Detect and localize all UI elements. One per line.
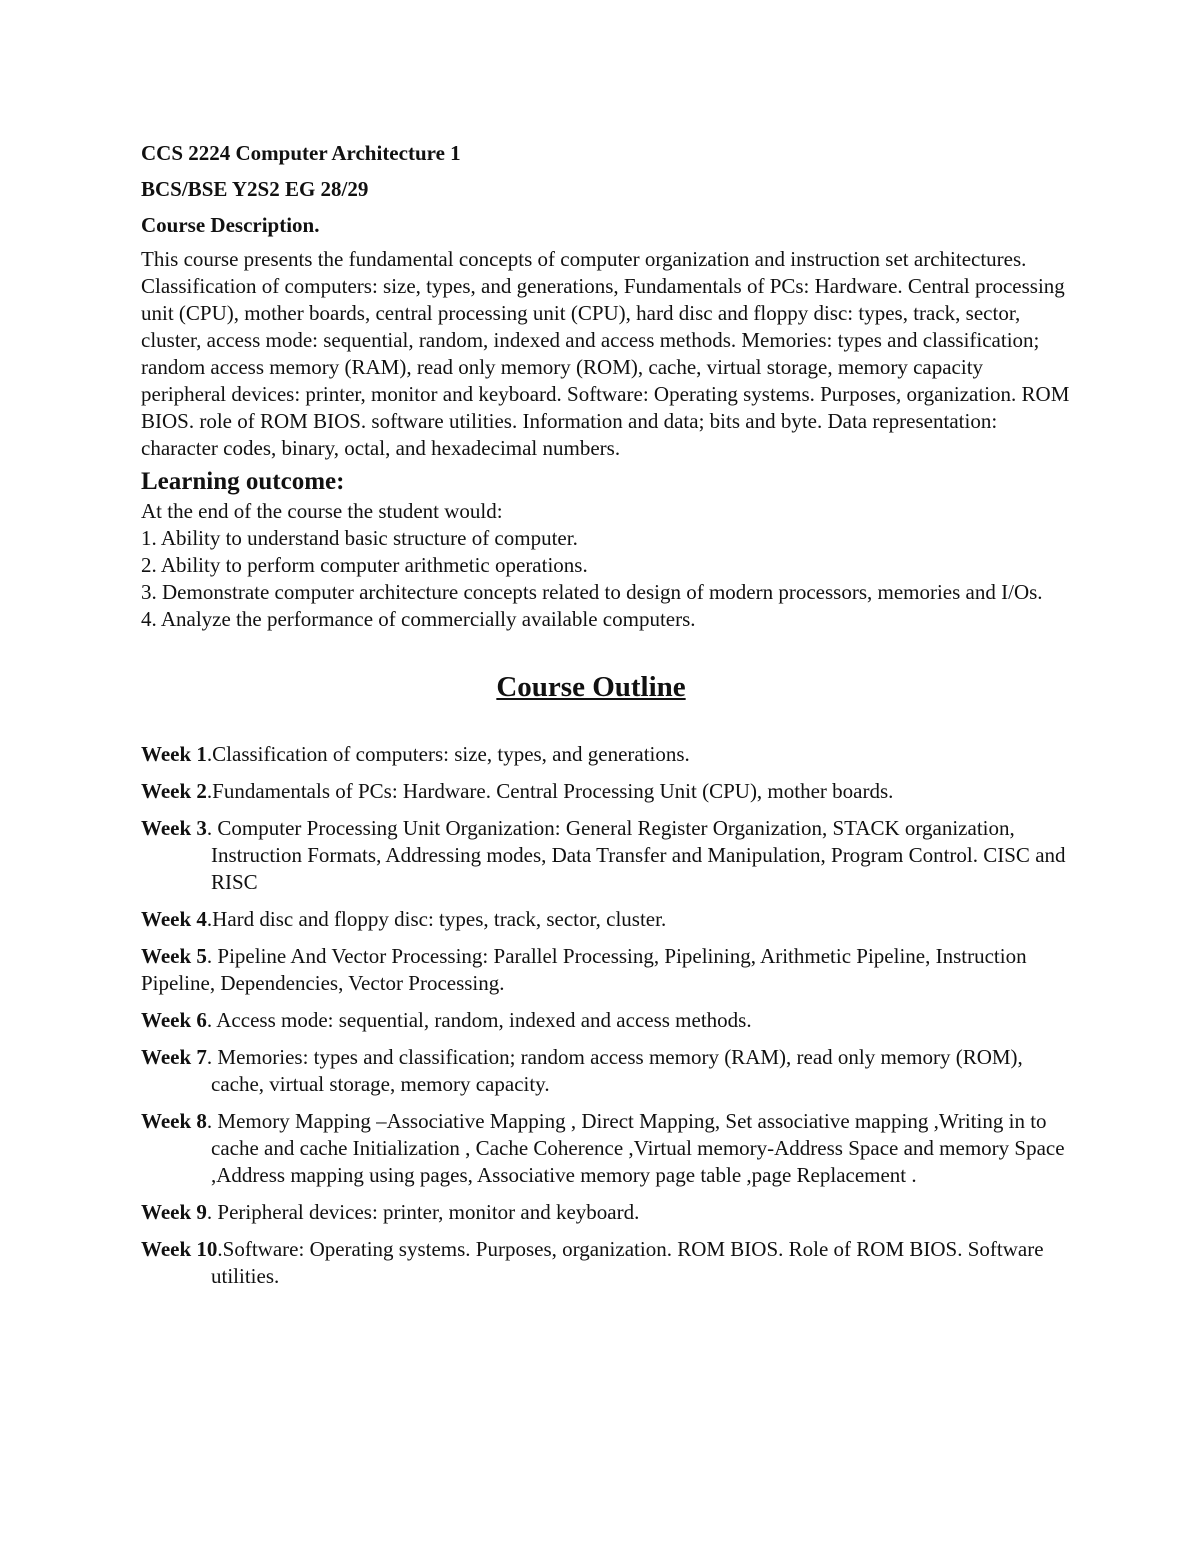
week-label: Week 9 <box>141 1200 207 1224</box>
learning-outcome-item: 4. Analyze the performance of commercially available computers. <box>141 607 696 631</box>
document-page <box>141 140 1071 1300</box>
week-item <box>141 1007 1071 1034</box>
course-title: CCS 2224 Computer Architecture 1 <box>141 141 461 165</box>
week-item <box>141 1044 1071 1098</box>
week-text: . Computer Processing Unit Organization: General Register Organization, STACK organization, Instruction Formats, Addressing modes, Data Transfer and Manipulation, Program Control. CISC and RISC <box>206 816 1066 894</box>
week-item <box>141 1199 1071 1226</box>
program-line: BCS/BSE Y2S2 EG 28/29 <box>141 177 369 201</box>
week-item <box>141 1236 1071 1290</box>
week-label: Week 1 <box>141 742 207 766</box>
week-item <box>141 943 1071 997</box>
week-text: .Software: Operating systems. Purposes, organization. ROM BIOS. Role of ROM BIOS. Software utilities. <box>211 1237 1044 1288</box>
week-text: . Memories: types and classification; random access memory (RAM), read only memory (ROM), cache, virtual storage, memory capacity. <box>206 1045 1023 1096</box>
week-label: Week 3 <box>141 816 207 840</box>
course-outline-heading: Course Outline <box>496 671 686 703</box>
description-heading: Course Description. <box>141 213 320 237</box>
week-text: . Peripheral devices: printer, monitor and keyboard. <box>206 1200 640 1224</box>
learning-outcome-item: 1. Ability to understand basic structure of computer. <box>141 526 578 550</box>
learning-outcome-item: 3. Demonstrate computer architecture concepts related to design of modern processors, memories and I/Os. <box>141 580 1043 604</box>
week-text: .Hard disc and floppy disc: types, track, sector, cluster. <box>206 907 667 931</box>
week-label: Week 7 <box>141 1045 207 1069</box>
week-text: . Pipeline And Vector Processing: Parallel Processing, Pipelining, Arithmetic Pipeline, Instruction Pipeline, Dependencies, Vector Processing. <box>141 944 1027 995</box>
week-item <box>141 741 1071 768</box>
description-body: Classification of computers: size, types, and generations, Fundamentals of PCs: Hardware. Central processing unit (CPU), mother boards, central processing unit (CPU), hard disc and floppy disc: types, track, sector, cluster, access mode: sequential, random, indexed and access methods. Memories: types and classification; random access memory (RAM), read only memory (ROM), cache, virtual storage, memory capacity peripheral devices: printer, monitor and keyboard. Software: Operating systems. Purposes, organization. ROM BIOS. role of ROM BIOS. software utilities. Information and data; bits and byte. Data representation: character codes, binary, octal, and hexadecimal numbers. <box>141 274 1070 460</box>
description-intro: This course presents the fundamental concepts of computer organization and instruction set architectures. <box>141 247 1027 271</box>
week-item <box>141 778 1071 805</box>
week-text: . Access mode: sequential, random, indexed and access methods. <box>206 1008 752 1032</box>
week-label: Week 5 <box>141 944 207 968</box>
course-description <box>141 246 1071 462</box>
course-outline-list <box>141 741 1071 1290</box>
week-text: .Classification of computers: size, types, and generations. <box>206 742 690 766</box>
learning-outcome-intro: At the end of the course the student would: <box>141 499 503 523</box>
week-item <box>141 1108 1071 1189</box>
week-item <box>141 815 1071 896</box>
learning-outcome-list <box>141 498 1071 633</box>
week-label: Week 8 <box>141 1109 207 1133</box>
learning-outcome-item: 2. Ability to perform computer arithmetic operations. <box>141 553 588 577</box>
week-text: .Fundamentals of PCs: Hardware. Central Processing Unit (CPU), mother boards. <box>206 779 894 803</box>
week-label: Week 2 <box>141 779 207 803</box>
learning-outcome-heading: Learning outcome: <box>141 468 345 495</box>
week-label: Week 6 <box>141 1008 207 1032</box>
week-label: Week 10 <box>141 1237 218 1261</box>
week-text: . Memory Mapping –Associative Mapping , Direct Mapping, Set associative mapping ,Writing in to cache and cache Initialization , Cache Coherence ,Virtual memory-Address Space and memory Space ,Address mapping using pages, Associative memory page table ,page Replacement . <box>206 1109 1065 1187</box>
week-label: Week 4 <box>141 907 207 931</box>
week-item <box>141 906 1071 933</box>
